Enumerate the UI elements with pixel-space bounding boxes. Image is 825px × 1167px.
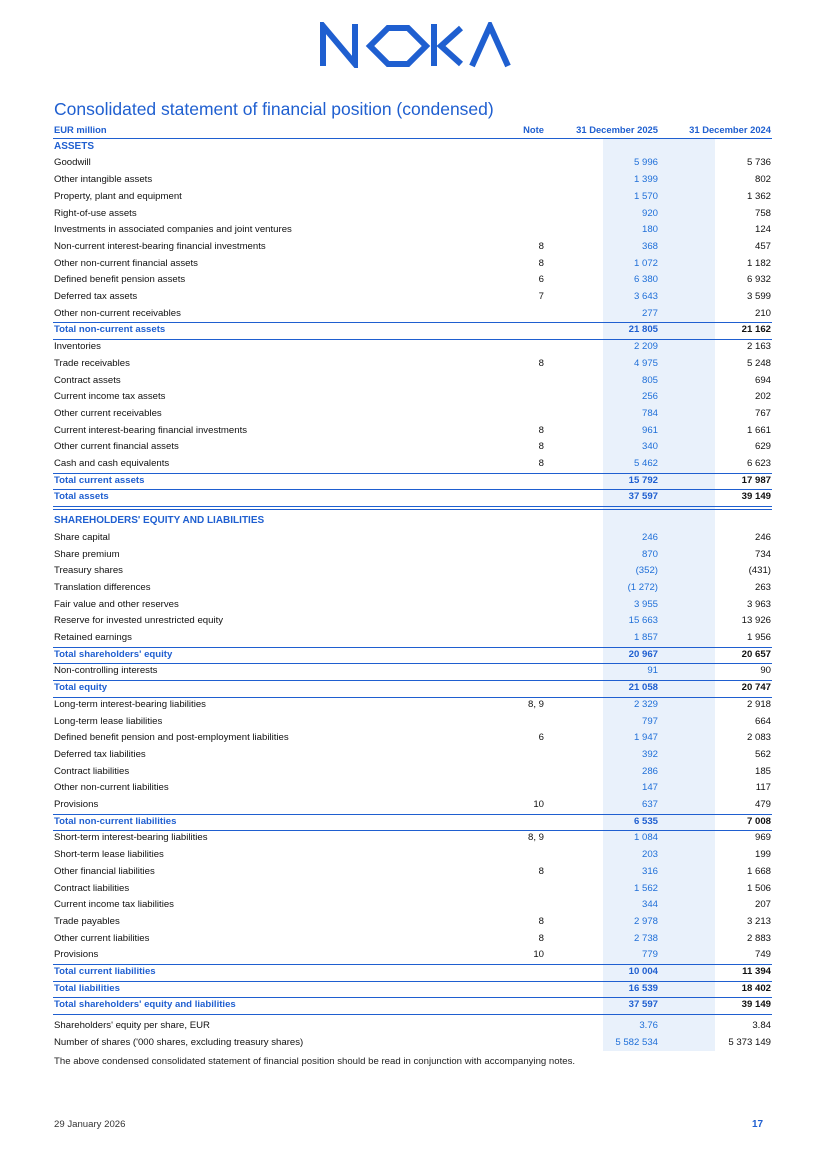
row-value-prior: 17 987 <box>741 474 771 486</box>
row-label: Cash and cash equivalents <box>54 458 170 469</box>
row-note: 6 <box>538 274 544 286</box>
table-row <box>53 373 772 390</box>
row-label: Total current assets <box>54 474 145 486</box>
divider-line <box>53 830 772 831</box>
footer-date: 29 January 2026 <box>54 1119 126 1130</box>
row-value-current: 4 975 <box>633 357 658 369</box>
table-row <box>53 289 772 306</box>
row-label: SHAREHOLDERS' EQUITY AND LIABILITIES <box>54 515 265 527</box>
row-value-current: 6 380 <box>633 274 658 286</box>
row-value-prior: 664 <box>754 715 771 727</box>
table-row <box>53 563 772 580</box>
table-row <box>53 406 772 423</box>
row-value-prior: 39 149 <box>741 999 771 1011</box>
row-value-prior: 207 <box>754 899 771 911</box>
total-row <box>53 964 772 981</box>
row-note: 8 <box>538 240 544 252</box>
column-header-note: Note <box>523 124 544 135</box>
divider-line <box>53 509 772 510</box>
row-note: 8 <box>538 357 544 369</box>
row-value-prior: 6 623 <box>746 458 771 469</box>
row-value-prior: 734 <box>754 548 771 560</box>
row-value-prior: 694 <box>754 374 771 386</box>
total-row <box>53 647 772 664</box>
table-row <box>53 613 772 630</box>
row-note: 8 <box>538 865 544 877</box>
row-note: 8, 9 <box>527 832 544 844</box>
row-value-current: 3 643 <box>633 291 658 302</box>
table-row <box>53 947 772 964</box>
row-label: Provisions <box>54 799 99 810</box>
row-value-current: 920 <box>641 207 658 219</box>
row-value-current: 246 <box>641 531 658 543</box>
row-value-current: 805 <box>641 374 658 386</box>
table-row <box>53 830 772 847</box>
total-row <box>53 680 772 697</box>
row-label: Deferred tax liabilities <box>54 748 146 760</box>
row-label: Total liabilities <box>54 982 120 994</box>
divider-line <box>53 814 772 815</box>
row-value-current: 2 209 <box>633 341 658 353</box>
row-value-prior: 20 657 <box>741 648 771 660</box>
row-value-current: 277 <box>641 307 658 319</box>
row-value-prior: 20 747 <box>741 682 771 694</box>
row-value-current: 5 462 <box>633 458 658 469</box>
row-value-prior: 5 248 <box>746 357 771 369</box>
row-value-prior: 3 963 <box>746 598 771 610</box>
table-row <box>53 897 772 914</box>
row-value-current: 2 978 <box>633 915 658 927</box>
row-value-prior: 185 <box>754 765 771 777</box>
row-value-current: 1 857 <box>633 632 658 643</box>
row-value-current: 2 329 <box>633 698 658 710</box>
row-value-current: 37 597 <box>628 999 658 1011</box>
divider-line <box>53 473 772 474</box>
row-value-current: 286 <box>641 765 658 777</box>
row-label: Fair value and other reserves <box>54 598 179 610</box>
row-note: 8 <box>538 257 544 269</box>
divider-line <box>53 647 772 648</box>
divider-line <box>53 697 772 698</box>
table-row <box>53 747 772 764</box>
row-label: Current income tax liabilities <box>54 899 174 911</box>
row-value-prior: 2 883 <box>746 932 771 944</box>
row-value-current: 20 967 <box>628 648 658 660</box>
table-row <box>53 272 772 289</box>
row-value-current: 256 <box>641 391 658 403</box>
column-header-current: 31 December 2025 <box>576 124 658 135</box>
section-header <box>53 513 772 530</box>
row-label: Other non-current financial assets <box>54 257 198 269</box>
row-value-prior: 199 <box>754 849 771 861</box>
row-value-prior: 969 <box>754 832 771 844</box>
row-value-prior: 117 <box>755 782 771 794</box>
row-value-current: 5 996 <box>633 157 658 169</box>
table-row <box>53 630 772 647</box>
table-row <box>53 222 772 239</box>
row-value-prior: 457 <box>754 240 771 252</box>
row-label: Total shareholders' equity <box>54 648 173 660</box>
total-row <box>53 473 772 490</box>
row-value-current: 368 <box>641 240 658 252</box>
row-label: Current interest-bearing financial investments <box>54 424 248 436</box>
row-value-prior: 263 <box>754 581 771 593</box>
row-value-prior: 1 362 <box>746 190 771 202</box>
row-value-prior: 2 163 <box>746 341 771 353</box>
row-value-prior: 5 373 149 <box>728 1036 771 1048</box>
table-row <box>53 155 772 172</box>
row-label: Right-of-use assets <box>54 207 137 219</box>
row-note: 8, 9 <box>527 698 544 710</box>
row-value-prior: 629 <box>754 441 771 453</box>
row-label: Contract liabilities <box>54 765 130 777</box>
row-label: Property, plant and equipment <box>54 190 182 202</box>
row-value-current: 5 582 534 <box>615 1036 658 1048</box>
row-label: Defined benefit pension assets <box>54 274 186 286</box>
table-row <box>53 697 772 714</box>
row-value-current: (1 272) <box>627 581 658 593</box>
row-label: Trade receivables <box>54 357 130 369</box>
row-value-prior: 2 083 <box>746 732 771 744</box>
row-value-current: 961 <box>641 424 658 436</box>
row-value-prior: 802 <box>754 174 771 186</box>
row-label: Shareholders' equity per share, EUR <box>54 1020 210 1032</box>
row-label: Long-term lease liabilities <box>54 715 163 727</box>
page-title: Consolidated statement of financial position (condensed) <box>54 99 494 119</box>
nokia-logo <box>320 22 514 68</box>
row-label: Share premium <box>54 548 120 560</box>
row-value-prior: 6 932 <box>746 274 771 286</box>
row-label: Retained earnings <box>54 632 132 643</box>
table-row <box>53 864 772 881</box>
table-row <box>53 663 772 680</box>
row-label: Other non-current liabilities <box>54 782 169 794</box>
table-row <box>53 389 772 406</box>
table-header <box>53 122 772 139</box>
row-value-current: 344 <box>641 899 658 911</box>
row-value-prior: 767 <box>754 407 771 419</box>
table-row <box>53 456 772 473</box>
table-row <box>53 931 772 948</box>
row-value-current: 316 <box>641 865 658 877</box>
page-number: 17 <box>752 1119 764 1130</box>
row-value-prior: 18 402 <box>741 982 771 994</box>
row-value-current: 6 535 <box>633 815 658 827</box>
row-label: Short-term lease liabilities <box>54 849 164 861</box>
row-value-prior: 1 506 <box>746 882 771 894</box>
row-label: Other intangible assets <box>54 174 153 186</box>
divider-line <box>53 138 772 139</box>
row-value-prior: 124 <box>754 224 771 236</box>
row-value-prior: 21 162 <box>741 324 771 336</box>
divider-line <box>53 506 772 507</box>
divider-line <box>53 997 772 998</box>
row-value-prior: 1 956 <box>746 632 771 643</box>
row-label: Contract assets <box>54 374 121 386</box>
table-row <box>53 1035 772 1052</box>
table-row <box>53 780 772 797</box>
divider-line <box>53 680 772 681</box>
row-value-current: 1 399 <box>633 174 658 186</box>
row-note: 7 <box>538 291 544 302</box>
table-row <box>53 439 772 456</box>
divider-line <box>53 964 772 965</box>
row-label: Other current financial assets <box>54 441 179 453</box>
row-label: Total assets <box>54 491 109 503</box>
row-note: 8 <box>538 441 544 453</box>
row-value-current: 1 084 <box>633 832 658 844</box>
row-value-current: 797 <box>641 715 658 727</box>
row-value-prior: 90 <box>760 665 771 677</box>
row-value-prior: 246 <box>754 531 771 543</box>
row-label: Total equity <box>54 682 108 694</box>
row-value-prior: 3.84 <box>752 1020 771 1032</box>
table-row <box>53 339 772 356</box>
table-row <box>53 730 772 747</box>
row-value-current: 870 <box>641 548 658 560</box>
divider-line <box>53 339 772 340</box>
row-value-current: 15 663 <box>628 615 658 627</box>
row-label: Current income tax assets <box>54 391 166 403</box>
row-value-current: 3.76 <box>639 1020 658 1032</box>
row-note: 8 <box>538 932 544 944</box>
table-row <box>53 797 772 814</box>
divider-line <box>53 322 772 323</box>
row-value-prior: 1 668 <box>746 865 771 877</box>
row-value-current: 91 <box>647 665 658 677</box>
divider-line <box>53 981 772 982</box>
row-value-current: 180 <box>641 224 658 236</box>
row-value-current: 784 <box>641 407 658 419</box>
row-value-prior: 3 213 <box>746 915 771 927</box>
row-value-current: 1 570 <box>633 190 658 202</box>
table-row <box>53 847 772 864</box>
row-value-current: 1 947 <box>633 732 658 744</box>
table-row <box>53 206 772 223</box>
row-value-current: (352) <box>635 565 658 577</box>
row-note: 8 <box>538 458 544 469</box>
row-label: Total shareholders' equity and liabilities <box>54 999 236 1011</box>
row-value-prior: 3 599 <box>746 291 771 302</box>
table-row <box>53 1018 772 1035</box>
section-header <box>53 139 772 156</box>
row-note: 8 <box>538 915 544 927</box>
row-value-current: 21 058 <box>628 682 658 694</box>
row-label: Reserve for invested unrestricted equity <box>54 615 224 627</box>
divider-line <box>53 489 772 490</box>
total-row <box>53 997 772 1014</box>
row-value-prior: 7 008 <box>746 815 771 827</box>
row-label: Total current liabilities <box>54 966 156 977</box>
row-note: 8 <box>538 424 544 436</box>
row-note: 10 <box>533 949 544 961</box>
row-value-prior: 749 <box>754 949 771 961</box>
table-row <box>53 547 772 564</box>
row-label: Other current liabilities <box>54 932 150 944</box>
row-value-current: 15 792 <box>628 474 658 486</box>
table-row <box>53 881 772 898</box>
row-value-prior: 5 736 <box>746 157 771 169</box>
row-value-current: 392 <box>641 748 658 760</box>
row-value-prior: 2 918 <box>746 698 771 710</box>
row-value-prior: 758 <box>754 207 771 219</box>
total-row <box>53 814 772 831</box>
row-value-current: 10 004 <box>628 966 658 977</box>
row-value-current: 3 955 <box>633 598 658 610</box>
row-note: 6 <box>538 732 544 744</box>
row-label: Other non-current receivables <box>54 307 181 319</box>
row-label: Provisions <box>54 949 99 961</box>
row-value-current: 2 738 <box>633 932 658 944</box>
table-row <box>53 423 772 440</box>
row-note: 10 <box>533 799 544 810</box>
row-label: Total non-current assets <box>54 324 166 336</box>
table-row <box>53 239 772 256</box>
table-row <box>53 256 772 273</box>
row-label: Contract liabilities <box>54 882 130 894</box>
row-label: Other financial liabilities <box>54 865 155 877</box>
row-value-current: 203 <box>641 849 658 861</box>
row-label: Non-current interest-bearing financial investments <box>54 240 266 252</box>
column-header-label: EUR million <box>54 124 107 135</box>
row-label: Share capital <box>54 531 110 543</box>
table-row <box>53 356 772 373</box>
row-value-current: 637 <box>641 799 658 810</box>
row-label: Trade payables <box>54 915 120 927</box>
row-value-current: 340 <box>641 441 658 453</box>
row-value-prior: 39 149 <box>741 491 771 503</box>
row-value-prior: 202 <box>754 391 771 403</box>
row-value-current: 16 539 <box>628 982 658 994</box>
footnote: The above condensed consolidated statement of financial position should be read in conjunction with accompanying notes. <box>54 1056 576 1067</box>
divider-line <box>53 1014 772 1015</box>
total-row <box>53 981 772 998</box>
table-row <box>53 580 772 597</box>
row-value-prior: 562 <box>754 748 771 760</box>
row-label: ASSETS <box>54 140 95 152</box>
table-row <box>53 764 772 781</box>
row-value-prior: 1 182 <box>746 257 771 269</box>
table-row <box>53 714 772 731</box>
row-label: Short-term interest-bearing liabilities <box>54 832 208 844</box>
total-row <box>53 489 772 506</box>
table-row <box>53 189 772 206</box>
row-value-current: 147 <box>641 782 658 794</box>
row-value-prior: 1 661 <box>746 424 771 436</box>
row-value-prior: 479 <box>754 799 771 810</box>
total-row <box>53 322 772 339</box>
row-label: Number of shares ('000 shares, excluding treasury shares) <box>54 1036 304 1048</box>
row-label: Goodwill <box>54 157 91 169</box>
row-value-current: 37 597 <box>628 491 658 503</box>
table-row <box>53 306 772 323</box>
row-value-current: 1 072 <box>633 257 658 269</box>
row-label: Non-controlling interests <box>54 665 158 677</box>
row-label: Translation differences <box>54 581 151 593</box>
divider-line <box>53 663 772 664</box>
row-value-prior: 11 394 <box>742 966 771 977</box>
row-value-current: 1 562 <box>633 882 658 894</box>
table-row <box>53 914 772 931</box>
row-value-current: 779 <box>641 949 658 961</box>
row-label: Deferred tax assets <box>54 291 138 302</box>
table-row <box>53 597 772 614</box>
column-header-prior: 31 December 2024 <box>689 124 771 135</box>
table-row <box>53 530 772 547</box>
row-value-prior: 210 <box>754 307 771 319</box>
row-label: Treasury shares <box>54 565 123 577</box>
row-label: Total non-current liabilities <box>54 815 177 827</box>
row-value-prior: 13 926 <box>741 615 771 627</box>
row-label: Long-term interest-bearing liabilities <box>54 698 206 710</box>
row-value-current: 21 805 <box>628 324 658 336</box>
row-value-prior: (431) <box>748 565 771 577</box>
table-row <box>53 172 772 189</box>
row-label: Other current receivables <box>54 407 162 419</box>
row-label: Defined benefit pension and post-employment liabilities <box>54 732 289 744</box>
row-label: Investments in associated companies and joint ventures <box>54 224 292 236</box>
row-label: Inventories <box>54 341 101 353</box>
